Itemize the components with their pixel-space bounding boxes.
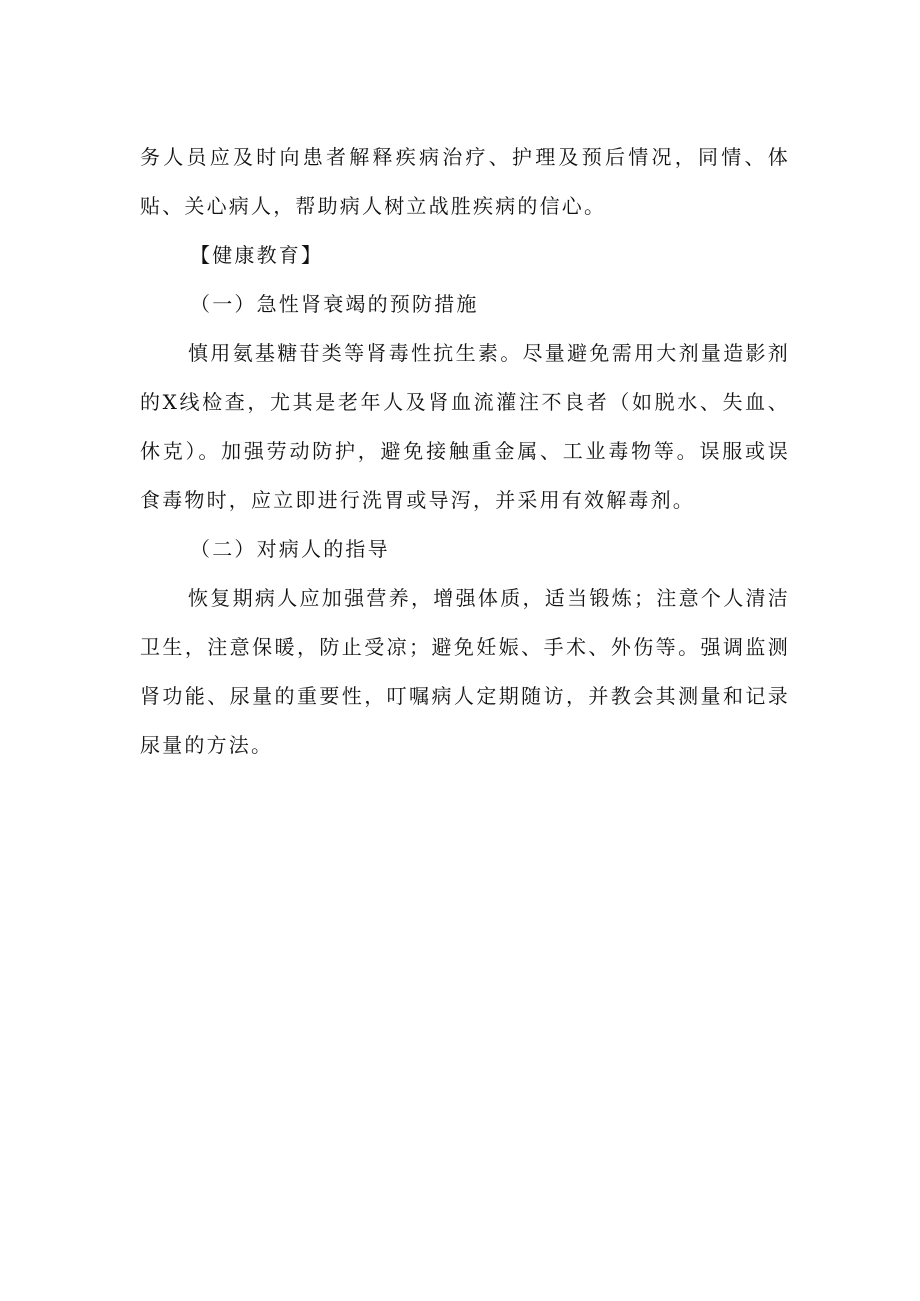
prevention-paragraph: 慎用氨基糖苷类等肾毒性抗生素。尽量避免需用大剂量造影剂的X线检查，尤其是老年人及肾血流灌注不良者（如脱水、失血、休克）。加强劳动防护，避免接触重金属、工业毒物等。误服或误食毒物时，应立即进行洗胃或导泻，并采用有效解毒剂。 bbox=[140, 341, 790, 512]
subsection-title-prevention: （一）急性肾衰竭的预防措施 bbox=[190, 292, 479, 316]
subsection-title-guidance: （二）对病人的指导 bbox=[190, 537, 390, 561]
guidance-paragraph: 恢复期病人应加强营养，增强体质，适当锻炼；注意个人清洁卫生，注意保暖，防止受凉；避免妊娠、手术、外伤等。强调监测肾功能、尿量的重要性，叮嘱病人定期随访，并教会其测量和记录尿量的方法。 bbox=[140, 586, 790, 757]
continued-paragraph: 务人员应及时向患者解释疾病治疗、护理及预后情况，同情、体贴、关心病人，帮助病人树立战胜疾病的信心。 bbox=[140, 145, 790, 218]
section-title: 【健康教育】 bbox=[190, 243, 324, 267]
